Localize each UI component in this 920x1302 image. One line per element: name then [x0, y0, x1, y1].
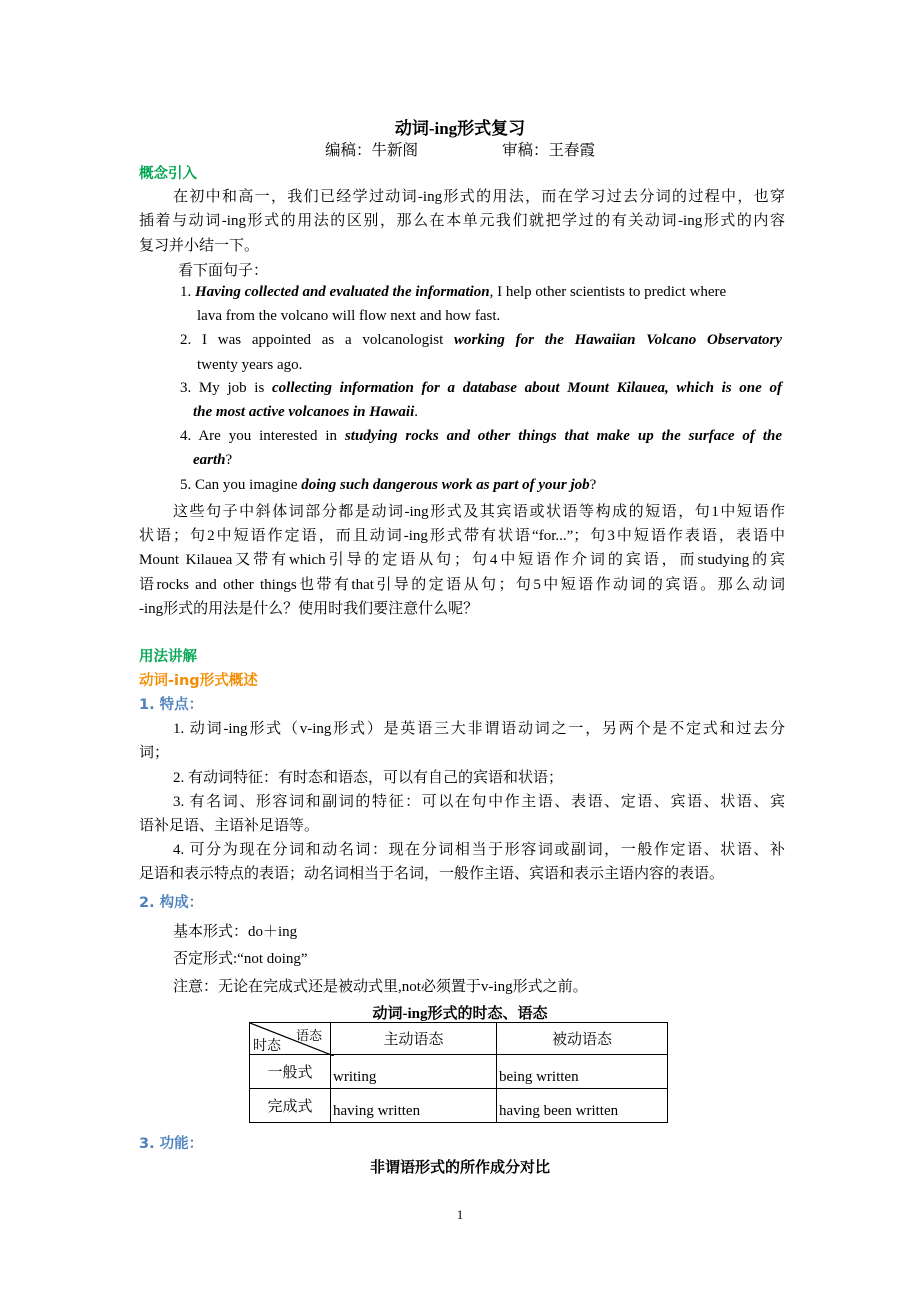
feature-1-line2: 词；	[139, 745, 170, 761]
cell-active: writing	[331, 1055, 497, 1089]
table-caption: 动词-ing形式的时态、语态	[372, 1006, 548, 1022]
feature-1-line1: 1. 动词-ing形式（v-ing形式）是英语三大非谓语动词之一，另两个是不定式和过去分	[173, 721, 785, 737]
intro-para1-line2: 插着与动词-ing形式的用法的区别，那么在本单元我们就把学过的有关动词-ing形式的内容	[139, 213, 785, 229]
structure-heading: 2. 构成：	[139, 895, 204, 911]
example-sentence-4-cont: earth?	[193, 452, 233, 468]
table-header-row	[250, 1023, 668, 1055]
function-caption: 非谓语形式的所作成分对比	[369, 1160, 550, 1176]
example-sentence-3-cont: the most active volcanoes in Hawaii.	[193, 404, 418, 420]
structure-basic: 基本形式：do＋ing	[173, 924, 298, 940]
intro-para2-line3: Mount Kilauea又带有which引导的定语从句；句4中短语作介词的宾语，而studying的宾	[139, 552, 785, 568]
header-active: 主动语态	[331, 1023, 497, 1055]
tense-voice-table	[249, 1022, 668, 1123]
corner-top-label: 语态	[296, 1028, 323, 1043]
example-sentence-1: 1. Having collected and evaluated the information, I help other scientists to predict where	[180, 284, 727, 300]
header-passive: 被动语态	[497, 1023, 668, 1055]
reviewer-credit: 审稿：王春霞	[502, 142, 596, 159]
table-corner-cell	[250, 1023, 331, 1055]
example-sentence-1-cont: lava from the volcano will flow next and how fast.	[197, 308, 501, 324]
intro-para1-line1: 在初中和高一，我们已经学过动词-ing形式的用法，而在学习过去分词的过程中，也穿	[173, 189, 785, 205]
usage-heading: 用法讲解	[139, 649, 197, 665]
cell-passive: having been written	[497, 1089, 668, 1123]
cell-active: having written	[331, 1089, 497, 1123]
intro-para2-line4: 语rocks and other things也带有that引导的定语从句；句5中短语作动词的宾语。那么动词	[139, 577, 785, 593]
intro-para2-line2: 状语；句2中短语作定语，而且动词-ing形式带有状语“for...”；句3中短语作表语，表语中	[139, 528, 785, 544]
table-row	[250, 1055, 668, 1089]
feature-4-line2: 足语和表示特点的表语；动名词相当于名词，一般作主语、宾语和表示主语内容的表语。	[139, 866, 725, 882]
structure-note: 注意：无论在完成式还是被动式里,not必须置于v-ing形式之前。	[173, 979, 588, 995]
usage-subheading: 动词-ing形式概述	[139, 673, 258, 689]
intro-para2-line5: -ing形式的用法是什么？使用时我们要注意什么呢？	[139, 601, 479, 617]
intro-lead: 看下面句子：	[178, 263, 269, 279]
example-sentence-2: 2. I was appointed as a volcanologist working for the Hawaiian Volcano Observatory	[180, 332, 783, 348]
page-number: 1	[456, 1207, 464, 1222]
cell-passive: being written	[497, 1055, 668, 1089]
structure-negative: 否定形式:“not doing”	[173, 951, 308, 967]
intro-para2-line1: 这些句子中斜体词部分都是动词-ing形式及其宾语或状语等构成的短语，句1中短语作	[173, 504, 785, 520]
example-sentence-3: 3. My job is collecting information for a database about Mount Kilauea, which is one of	[180, 380, 782, 396]
table-row	[250, 1089, 668, 1123]
feature-3-line2: 语补足语、主语补足语等。	[139, 818, 320, 834]
features-heading: 1. 特点：	[139, 697, 204, 713]
function-heading: 3. 功能：	[139, 1136, 204, 1152]
document-title: 动词-ing形式复习	[394, 119, 526, 138]
row-label: 一般式	[250, 1055, 331, 1089]
byline	[0, 138, 920, 160]
row-label: 完成式	[250, 1089, 331, 1123]
intro-para1-line3: 复习并小结一下。	[139, 238, 260, 254]
example-sentence-5: 5. Can you imagine doing such dangerous work as part of your job?	[180, 477, 597, 493]
editor-credit: 编稿：牛新阁	[324, 142, 418, 159]
feature-3-line1: 3. 有名词、形容词和副词的特征：可以在句中作主语、表语、定语、宾语、状语、宾	[173, 794, 785, 810]
corner-bottom-label: 时态	[253, 1039, 281, 1054]
example-sentence-4: 4. Are you interested in studying rocks and other things that make up the surface of the	[180, 428, 782, 444]
feature-4-line1: 4. 可分为现在分词和动名词：现在分词相当于形容词或副词，一般作定语、状语、补	[173, 842, 785, 858]
example-sentence-2-cont: twenty years ago.	[197, 357, 303, 373]
feature-2: 2. 有动词特征：有时态和语态，可以有自己的宾语和状语；	[173, 770, 564, 786]
intro-heading: 概念引入	[139, 166, 197, 182]
